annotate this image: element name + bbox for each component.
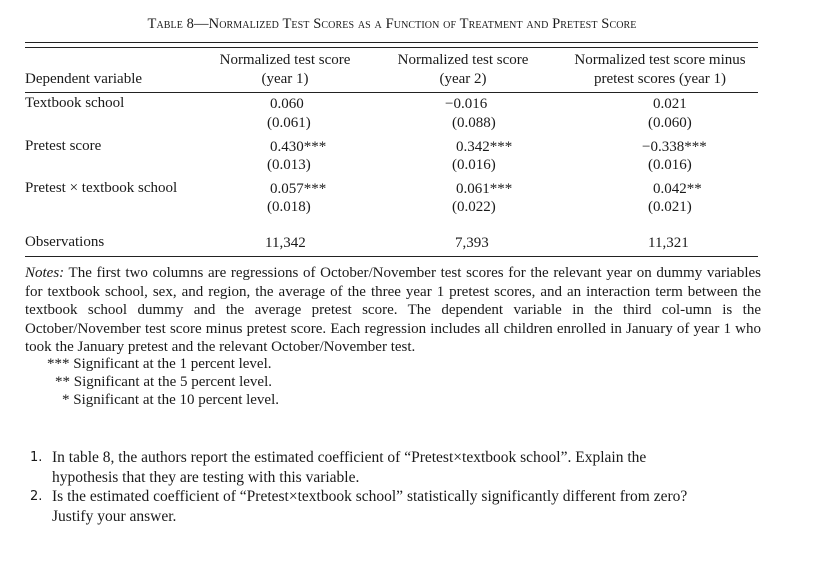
header-bottom-rule <box>25 92 758 93</box>
cell-coef: 0.021 <box>653 96 687 112</box>
header-col-2 <box>373 51 553 89</box>
header-col-2-line2: (year 2) <box>439 71 487 87</box>
cell-se: (0.088) <box>452 115 496 131</box>
observations-value: 11,321 <box>648 235 689 251</box>
header-row-label: Dependent variable <box>25 71 143 87</box>
header-col-1 <box>195 51 375 89</box>
row-label-observations: Observations <box>25 234 105 250</box>
cell-coef: 0.057*** <box>270 181 327 197</box>
observations-value: 11,342 <box>265 235 306 251</box>
question-text: In table 8, the authors report the estimated coefficient of “Pretest×textbook school”. Explain the hypothesis that they are testing with this variable. <box>52 449 647 486</box>
cell-se: (0.021) <box>648 199 692 215</box>
cell-se: (0.022) <box>452 199 496 215</box>
row-label-pretest-x-textbook: Pretest × textbook school <box>25 180 178 196</box>
cell-se: (0.013) <box>267 157 311 173</box>
table-title-main: Normalized Test Scores as a Function of Treatment and Pretest Score <box>208 16 637 32</box>
question-text: Is the estimated coefficient of “Pretest×textbook school” statistically significantly different from zero? Justify your answer. <box>52 488 688 525</box>
cell-coef: 0.061*** <box>456 181 513 197</box>
observations-value: 7,393 <box>455 235 489 251</box>
cell-coef: −0.338*** <box>642 139 707 155</box>
question-list <box>30 448 692 526</box>
header-col-1-line2: (year 1) <box>261 71 309 87</box>
header-col-1-line1: Normalized test score <box>219 52 351 68</box>
table-title-dash: — <box>194 16 209 32</box>
cell-coef: 0.342*** <box>456 139 513 155</box>
cell-coef: 0.042** <box>653 181 702 197</box>
table-title <box>0 16 784 33</box>
table-bottom-rule <box>25 256 758 257</box>
significance-10pct: * Significant at the 10 percent level. <box>62 392 280 408</box>
row-label-textbook-school: Textbook school <box>25 95 125 111</box>
cell-se: (0.018) <box>267 199 311 215</box>
notes-text: The first two columns are regressions of October/November test scores for the relevant year on dummy variables for textbook school, sex, and region, the average of the three year 1 pretest scores, and an interaction term between the textbook school dummy and the average pretest score. The dependent variable in the third col-umn is the October/November test score minus pretest score. Each regression includes all children enrolled in January of year 1 who took the January pretest and the relevant October/November test. <box>25 265 761 355</box>
table-title-prefix: Table 8 <box>147 16 195 32</box>
cell-coef: −0.016 <box>445 96 488 112</box>
header-col-3-line2: pretest scores (year 1) <box>593 71 727 87</box>
significance-1pct: *** Significant at the 1 percent level. <box>47 356 272 372</box>
cell-se: (0.060) <box>648 115 692 131</box>
question-item <box>30 487 692 526</box>
significance-5pct: ** Significant at the 5 percent level. <box>55 374 273 390</box>
cell-se: (0.061) <box>267 115 311 131</box>
top-rule-1 <box>25 42 758 43</box>
cell-coef: 0.430*** <box>270 139 327 155</box>
cell-se: (0.016) <box>452 157 496 173</box>
question-number: 2. <box>30 489 43 504</box>
top-rule-2 <box>25 47 758 48</box>
question-number: 1. <box>30 450 43 465</box>
notes-label: Notes: <box>25 265 65 281</box>
header-col-2-line1: Normalized test score <box>397 52 529 68</box>
question-item <box>30 448 692 487</box>
cell-se: (0.016) <box>648 157 692 173</box>
row-label-pretest-score: Pretest score <box>25 138 102 154</box>
header-col-3 <box>555 51 765 89</box>
cell-coef: 0.060 <box>270 96 304 112</box>
table-notes <box>25 264 761 357</box>
header-col-3-line1: Normalized test score minus <box>574 52 746 68</box>
